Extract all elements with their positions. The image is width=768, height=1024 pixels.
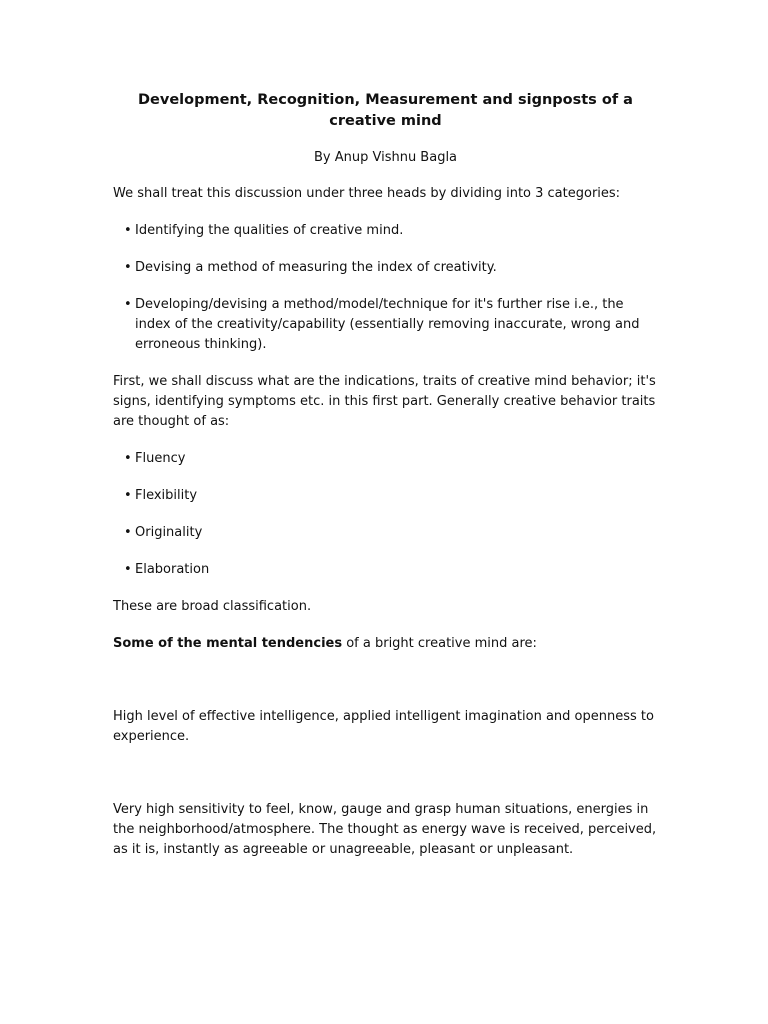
tendencies-heading-rest: of a bright creative mind are:	[342, 636, 537, 651]
spacer	[113, 671, 658, 707]
trait-text: Elaboration	[135, 562, 210, 577]
tendencies-heading-bold: Some of the mental tendencies	[113, 636, 343, 651]
bullet-icon: •	[124, 525, 132, 540]
category-item-1	[113, 221, 658, 241]
intro-paragraph: We shall treat this discussion under three heads by dividing into 3 categories:	[113, 186, 621, 201]
document-page	[113, 90, 658, 877]
bullet-icon: •	[124, 260, 132, 275]
trait-item-4	[113, 560, 658, 580]
bullet-icon: •	[124, 451, 132, 466]
bullet-icon: •	[124, 223, 132, 238]
document-title: Development, Recognition, Measurement and signposts of a creative mind	[138, 92, 633, 129]
trait-text: Fluency	[135, 451, 186, 466]
bullet-icon: •	[124, 297, 132, 312]
category-text: Identifying the qualities of creative mind.	[135, 223, 404, 238]
trait-text: Originality	[135, 525, 203, 540]
classification-note: These are broad classification.	[113, 599, 312, 614]
trait-item-3	[113, 523, 658, 543]
tendency-paragraph-1: High level of effective intelligence, applied intelligent imagination and openness to experience.	[113, 709, 654, 744]
tendency-paragraph-2: Very high sensitivity to feel, know, gauge and grasp human situations, energies in the neighborhood/atmosphere. The thought as energy wave is received, perceived, as it is, instantly as agreeable or unagreeable, pleasant or unpleasant.	[113, 802, 657, 857]
bullet-icon: •	[124, 562, 132, 577]
trait-item-1	[113, 449, 658, 469]
traits-intro-paragraph: First, we shall discuss what are the indications, traits of creative mind behavior; it's signs, identifying symptoms etc. in this first part. Generally creative behavior traits are thought of as:	[113, 374, 656, 429]
trait-item-2	[113, 486, 658, 506]
tendencies-heading	[113, 634, 658, 654]
bullet-icon: •	[124, 488, 132, 503]
trait-text: Flexibility	[135, 488, 198, 503]
category-text: Devising a method of measuring the index of creativity.	[135, 260, 497, 275]
author-line: By Anup Vishnu Bagla	[313, 150, 458, 165]
category-item-3	[113, 295, 658, 355]
category-text: Developing/devising a method/model/technique for it's further rise i.e., the index of the creativity/capability (essentially removing inaccurate, wrong and erroneous thinking).	[135, 297, 640, 352]
category-item-2	[113, 258, 658, 278]
spacer	[113, 764, 658, 800]
